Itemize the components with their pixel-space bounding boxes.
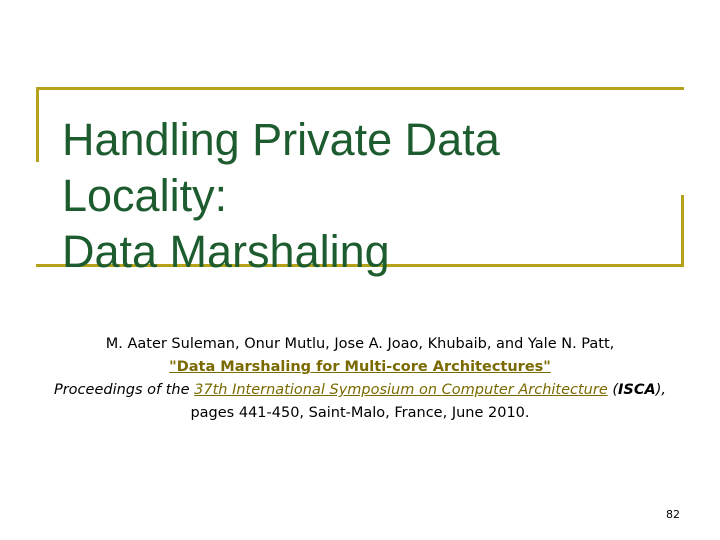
title-line-3: Data Marshaling [62,226,390,277]
paper-title-link[interactable]: "Data Marshaling for Multi-core Architectures" [169,359,551,375]
page-number: 82 [666,508,680,521]
symposium-link[interactable]: 37th International Symposium on Computer Architecture [194,382,608,398]
isca-abbrev: ISCA [618,382,656,398]
open-paren: ( [607,382,619,398]
citation-block [0,333,720,425]
citation-proceedings [0,379,720,402]
citation-pages-location: pages 441-450, Saint-Malo, France, June 2010. [190,405,530,421]
title-line-2: Locality: [62,170,228,221]
frame-left-line [36,87,39,162]
citation-authors: M. Aater Suleman, Onur Mutlu, Jose A. Joao, Khubaib, and Yale N. Patt, [105,336,615,352]
frame-top-line [36,87,684,90]
proceedings-prefix: Proceedings of the [53,382,195,398]
title-line-1: Handling Private Data [62,114,500,165]
close-paren: ), [655,382,667,398]
frame-right-line [681,195,684,267]
slide-title [62,112,662,280]
